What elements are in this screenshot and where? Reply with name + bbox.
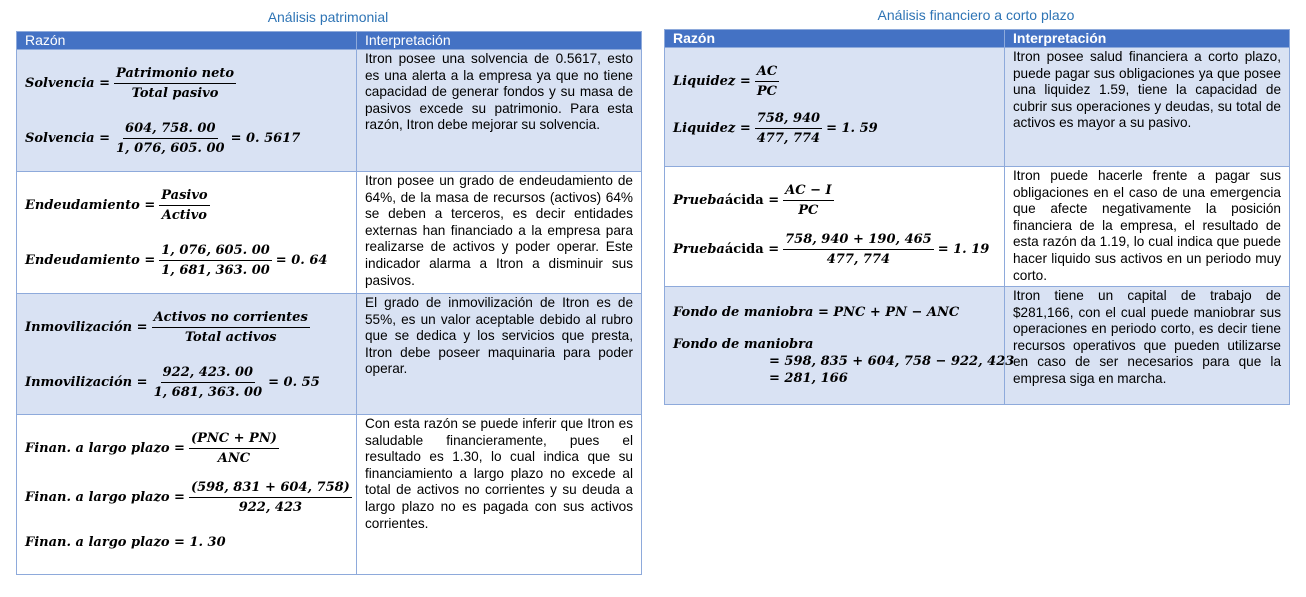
table-header-row	[17, 32, 642, 50]
formula: Fondo de maniobra = PNC + PN − ANC	[673, 305, 960, 320]
formula: Solvencia = $\frac{604, 758. 00}{1, 076, 605. 00}$ = 0. 5617	[25, 121, 301, 156]
table-row	[17, 415, 642, 575]
table-row	[665, 48, 1290, 167]
table-row	[665, 287, 1290, 405]
table-row	[17, 50, 642, 172]
formula: Inmovilización = $\frac{\text{Activos no corrientes}}{\text{Total activos}}$	[25, 310, 308, 345]
formula: Finan. a largo plazo = $\frac{\text{(PNC + PN)}}{\text{ANC}}$	[25, 431, 277, 466]
interpretation-inmovilizacion: El grado de inmovilización de Itron es de 55%, es un valor aceptable debido al rubro que se dedica y los servicios que presta, Itron debe poseer maquinaria para poder operar.	[357, 294, 642, 415]
short-term-financial-analysis-table	[664, 29, 1290, 405]
formula: Solvencia = $\frac{\text{Patrimonio neto}}{\text{Total pasivo}}$	[25, 66, 235, 101]
formula-cell-prueba-acida	[665, 167, 1005, 287]
header-interpretacion: Interpretación	[357, 32, 642, 50]
formula-cell-solvencia	[17, 50, 357, 172]
formula: Liquidez = $\frac{758, 940}{477, 774}$ = 1. 59	[673, 111, 878, 146]
header-interpretacion: Interpretación	[1005, 30, 1290, 48]
formula-cell-fondo-maniobra	[665, 287, 1015, 405]
formula: Endeudamiento = $\frac{\text{Pasivo}}{\text{Activo}}$	[25, 188, 208, 223]
right-table-caption: Análisis financiero a corto plazo	[877, 7, 1075, 23]
formula: Inmovilización = $\frac{922, 423. 00}{1, 681, 363. 00}$ = 0. 55	[25, 365, 320, 400]
left-table-caption: Análisis patrimonial	[267, 9, 389, 25]
header-razon: Razón	[17, 32, 357, 50]
formula: Finan. a largo plazo = $\frac{(598, 831 + 604, 758)}{922, 423}$	[25, 480, 350, 515]
interpretation-solvencia: Itron posee una solvencia de 0.5617, esto es una alerta a la empresa ya que no tiene capacidad de generar fondos y su masa de pasivos excede su patrimonio. Para esta razón, Itron debe mejorar su solvencia.	[357, 50, 642, 172]
formula-cell-inmovilizacion	[17, 294, 357, 415]
interpretation-liquidez: Itron posee salud financiera a corto plazo, puede pagar sus obligaciones ya que posee una liquidez 1.59, tiene la capacidad de cubrir sus operaciones y deudas, su total de activos es mayor a su pasivo.	[1005, 48, 1290, 167]
header-razon: Razón	[665, 30, 1005, 48]
interpretation-prueba-acida: Itron puede hacerle frente a pagar sus obligaciones en el caso de una emergencia que afecte negativamente la posición financiera de la empresa, el resultado de esta razón da 1.19, lo cual indica que puede hacer liquido sus activos en un periodo muy corto.	[1005, 167, 1290, 287]
formula: Finan. a largo plazo = 1. 30	[25, 535, 226, 550]
patrimonial-analysis-table	[16, 31, 642, 575]
interpretation-endeudamiento: Itron posee un grado de endeudamiento de 64%, de la masa de recursos (activos) 64% se deben a terceros, es decir entidades externas han financiado a la empresa para realizarse de activos y poder operar. Este indicador alarma a Itron a disminuir sus pasivos.	[357, 172, 642, 294]
formula: Prueba ácida = $\frac{AC - I}{PC}$	[673, 183, 832, 218]
formula-cell-liquidez	[665, 48, 1005, 167]
interpretation-finan-largo-plazo: Con esta razón se puede inferir que Itron es saludable financieramente, pues el resultado es 1.30, lo cual indica que su financiamiento a largo plazo no excede al total de activos no corrientes y su deuda a largo plazo no es pagada con sus activos corrientes.	[357, 415, 642, 575]
formula: Prueba ácida = $\frac{758, 940 + 190, 465}{477, 774}$ = 1. 19	[673, 232, 990, 267]
table-header-row	[665, 30, 1290, 48]
formula: Liquidez = $\frac{AC}{PC}$	[673, 64, 778, 99]
table-row	[17, 172, 642, 294]
table-row	[665, 167, 1290, 287]
formula-multiline: Fondo de maniobra = 598, 835 + 604, 758 − 922, 423 = 281, 166	[673, 337, 1015, 386]
table-row	[17, 294, 642, 415]
formula-cell-finan-largo-plazo	[17, 415, 357, 575]
formula: Endeudamiento = $\frac{1, 076, 605. 00}{1, 681, 363. 00}$ = 0. 64	[25, 243, 328, 278]
formula-cell-endeudamiento	[17, 172, 357, 294]
interpretation-fondo-maniobra: Itron tiene un capital de trabajo de $281,166, con el cual puede maniobrar sus operaciones en periodo corto, es decir tiene recursos operativos que pueden utilizarse en caso de ser necesarios para que la empresa siga en marcha.	[1005, 287, 1290, 405]
